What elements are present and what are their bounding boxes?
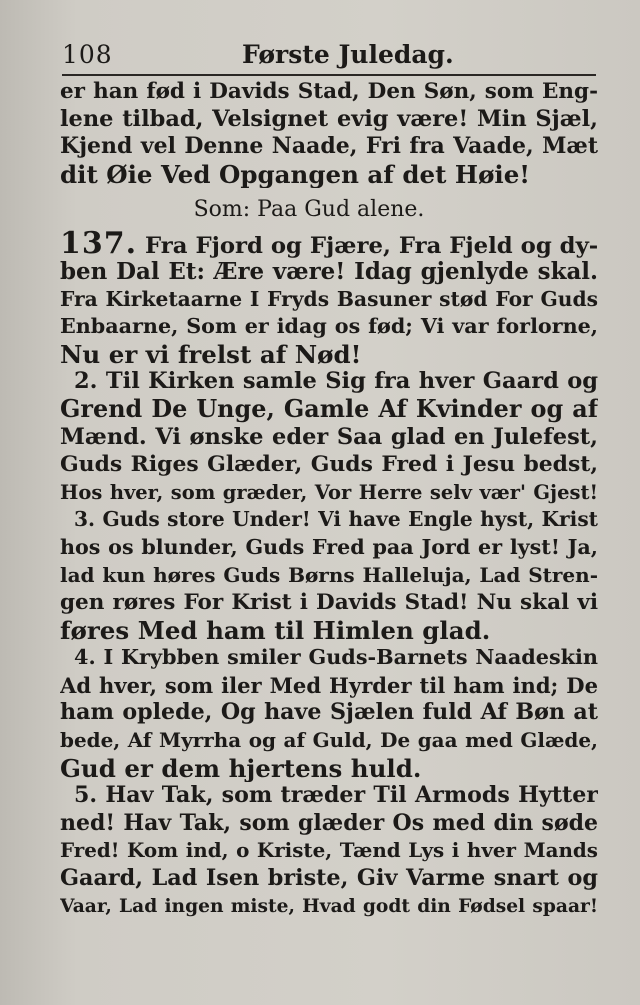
hymn-line: Vaar, Lad ingen miste, Hvad godt din Fødsel spaar!: [60, 894, 598, 917]
hymn-line: Hos hver, som græder, Vor Herre selv vær' Gjest!: [60, 480, 598, 504]
hymn-line: bede, Af Myrrha og af Guld, De gaa med Glæde,: [60, 728, 598, 753]
text-line: dit Øie Ved Opgangen af det Høie!: [60, 160, 531, 189]
hymn-line: Gaard, Lad Isen briste, Giv Varme snart og: [60, 865, 598, 892]
verse-4-line: 4. I Krybben smiler Guds-Barnets Naadeskin: [74, 645, 598, 670]
hymn-line: hos os blunder, Guds Fred paa Jord er lyst! Ja,: [60, 534, 598, 559]
hymn-line: Enbaarne, Som er idag os fød; Vi var forlorne,: [60, 314, 598, 339]
verse-5-line: 5. Hav Tak, som træder Til Armods Hytter: [74, 782, 598, 809]
hymn-line: Mænd. Vi ønske eder Saa glad en Julefest,: [60, 423, 598, 450]
hymn-line-text: Fra Fjord og Fjære, Fra Fjeld og dy-: [145, 233, 598, 258]
hymn-line: Nu er vi frelst af Nød!: [60, 340, 362, 369]
hymn-line: Fra Kirketaarne I Fryds Basuner stød For Guds: [60, 286, 598, 311]
text-line: er han fød i Davids Stad, Den Søn, som Eng-: [60, 79, 598, 104]
hymn-line: ben Dal Et: Ære være! Idag gjenlyde skal.: [60, 257, 598, 285]
page-number: 108: [62, 40, 113, 69]
page-body: [60, 78, 598, 920]
hymn-line: Ad hver, som iler Med Hyrder til ham ind; De: [60, 672, 598, 698]
melody-indication: Som: Paa Gud alene.: [193, 197, 425, 223]
hymn-line: Gud er dem hjertens huld.: [60, 754, 422, 783]
chapter-title: Første Juledag.: [242, 40, 454, 69]
hymn-line: Guds Riges Glæder, Guds Fred i Jesu bedst,: [60, 451, 598, 478]
running-header: [62, 38, 596, 76]
hymn-first-line: [60, 230, 598, 258]
hymn-line: Fred! Kom ind, o Kriste, Tænd Lys i hver Mands: [60, 838, 598, 863]
hymn-line: Grend De Unge, Gamle Af Kvinder og af: [60, 395, 598, 423]
hymn-number: 137.: [60, 230, 138, 258]
verse-3-line: 3. Guds store Under! Vi have Engle hyst, Krist: [74, 507, 598, 532]
verse-2-line: 2. Til Kirken samle Sig fra hver Gaard og: [74, 368, 598, 395]
text-line: lene tilbad, Velsignet evig være! Min Sjæl,: [60, 105, 598, 132]
hymn-line: ned! Hav Tak, som glæder Os med din søde: [60, 809, 598, 836]
hymn-line: ham oplede, Og have Sjælen fuld Af Bøn at: [60, 699, 598, 726]
text-line: Kjend vel Denne Naade, Fri fra Vaade, Mæt: [60, 133, 598, 160]
hymn-line: lad kun høres Guds Børns Halleluja, Lad Stren-: [60, 562, 598, 587]
hymn-line: gen røres For Krist i Davids Stad! Nu skal vi: [60, 590, 598, 616]
hymn-line: føres Med ham til Himlen glad.: [60, 616, 491, 645]
